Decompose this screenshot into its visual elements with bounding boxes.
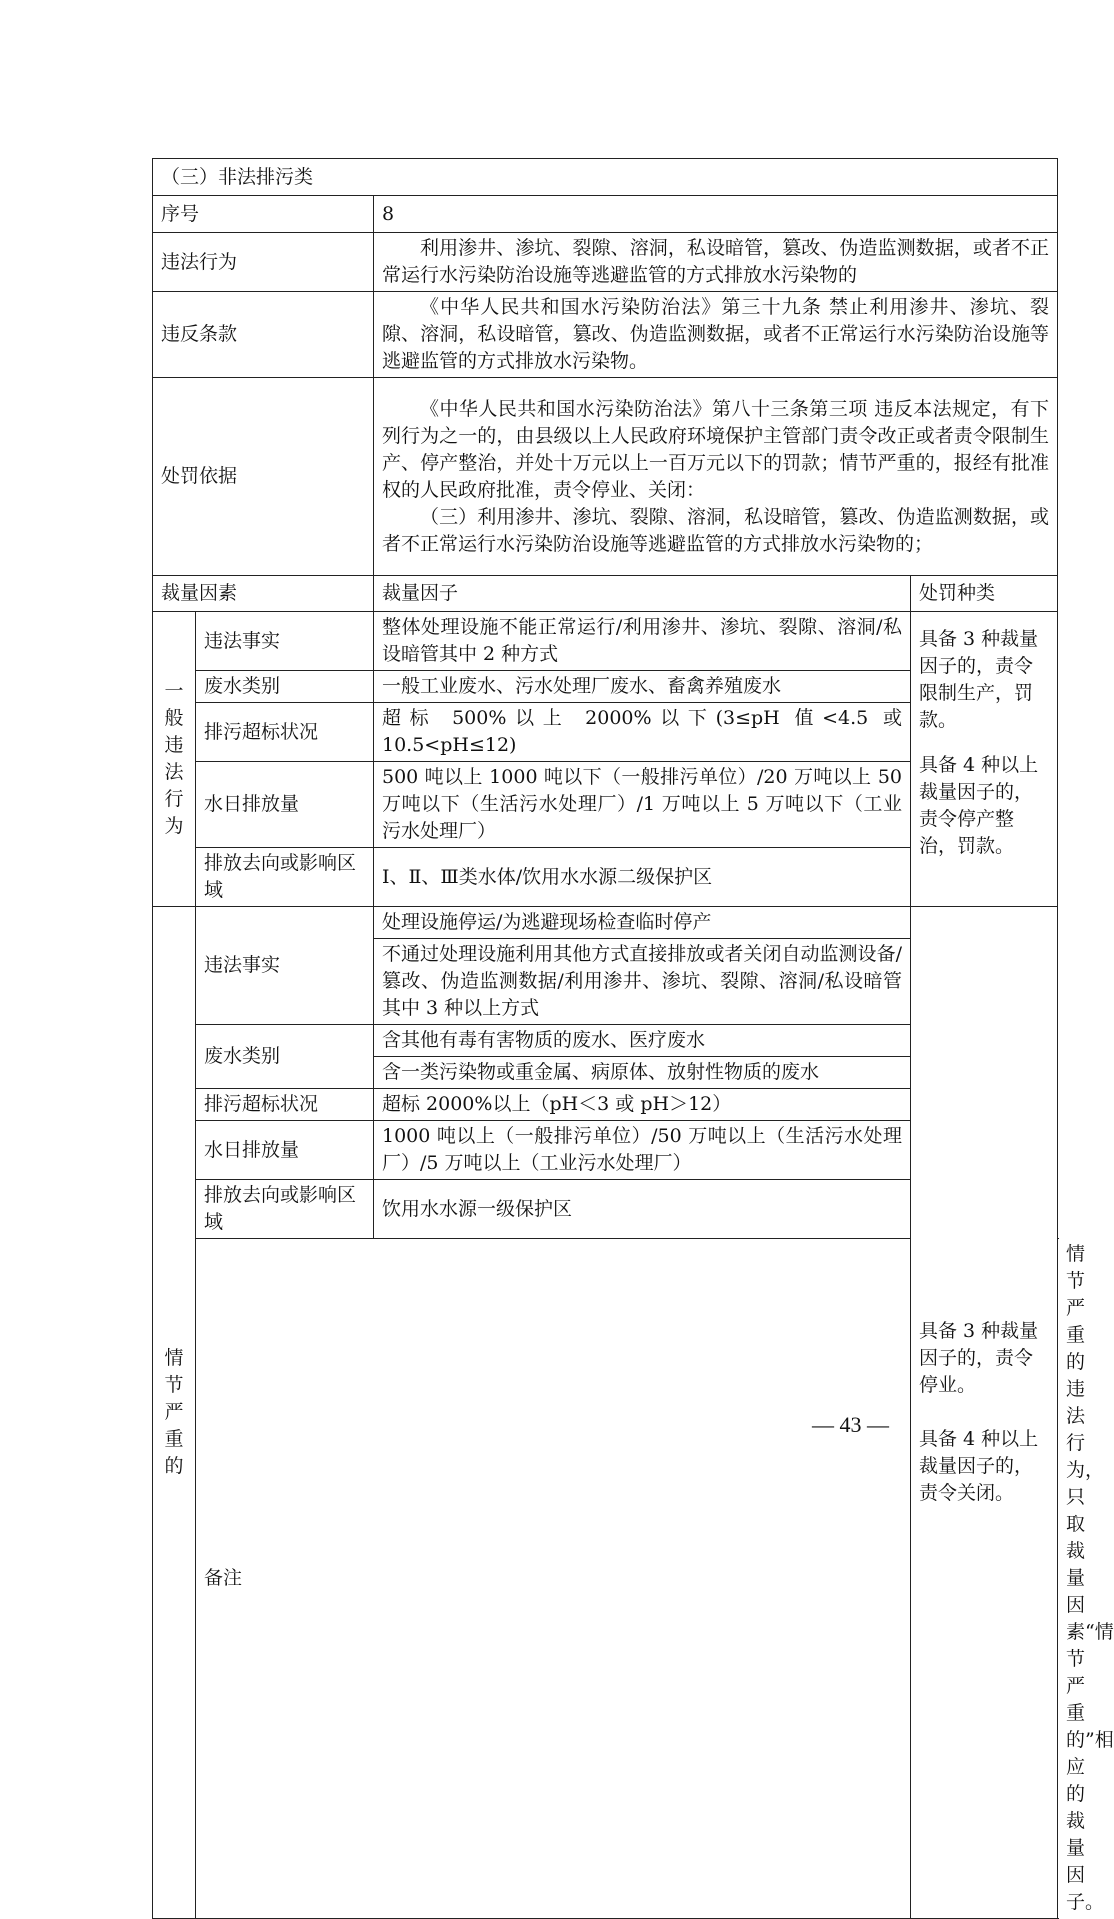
- general-volume-text: 500 吨以上 1000 吨以下（一般排污单位）/20 万吨以上 50 万吨以下（生活污水处理厂）/1 万吨以上 5 万吨以下（工业污水处理厂）: [374, 762, 911, 848]
- severe-group-label: 情 节 严 重 的: [153, 907, 196, 1919]
- header-criterion: 裁量因子: [374, 576, 911, 612]
- violated-clause-label: 违反条款: [153, 292, 374, 378]
- severe-water-type-text-1: 含其他有毒有害物质的废水、医疗废水: [374, 1025, 911, 1057]
- general-water-type-label: 废水类别: [196, 671, 374, 703]
- general-area-label: 排放去向或影响区域: [196, 848, 374, 907]
- general-exceed-label: 排污超标状况: [196, 703, 374, 762]
- general-fact-text: 整体处理设施不能正常运行/利用渗井、渗坑、裂隙、溶洞/私设暗管其中 2 种方式: [374, 612, 911, 671]
- severe-area-label: 排放去向或影响区域: [196, 1180, 374, 1239]
- severe-fact-text-2: 不通过处理设施利用其他方式直接排放或者关闭自动监测设备/篡改、伪造监测数据/利用渗井、渗坑、裂隙、溶洞/私设暗管其中 3 种以上方式: [374, 939, 911, 1025]
- general-water-type-text: 一般工业废水、污水处理厂废水、畜禽养殖废水: [374, 671, 911, 703]
- severe-volume-label: 水日排放量: [196, 1121, 374, 1180]
- section-title: （三）非法排污类: [153, 159, 1058, 196]
- header-penalty: 处罚种类: [911, 576, 1058, 612]
- severe-exceed-text: 超标 2000%以上（pH＜3 或 pH＞12）: [374, 1089, 911, 1121]
- severe-volume-text: 1000 吨以上（一般排污单位）/50 万吨以上（生活污水处理厂）/5 万吨以上（工业污水处理厂）: [374, 1121, 911, 1180]
- general-area-text: I、Ⅱ、Ⅲ类水体/饮用水水源二级保护区: [374, 848, 911, 907]
- severe-fact-label: 违法事实: [196, 907, 374, 1025]
- general-exceed-text: 超标 500%以上 2000%以下(3≤pH 值<4.5 或 10.5<pH≤12): [374, 703, 911, 762]
- illegal-act-label: 违法行为: [153, 233, 374, 292]
- severe-exceed-label: 排污超标状况: [196, 1089, 374, 1121]
- severe-water-type-text-2: 含一类污染物或重金属、病原体、放射性物质的废水: [374, 1057, 911, 1089]
- severe-penalty-2: 具备 4 种以上裁量因子的，责令关闭。: [919, 1428, 1039, 1504]
- general-group-label: 一 般 违 法 行 为: [153, 612, 196, 907]
- penalty-basis-text-2: （三）利用渗井、渗坑、裂隙、溶洞，私设暗管，篡改、伪造监测数据，或者不正常运行水污染防治设施等逃避监管的方式排放水污染物的；: [382, 505, 1050, 555]
- penalty-basis-cell: [374, 378, 1058, 576]
- illegal-act-text: 利用渗井、渗坑、裂隙、溶洞，私设暗管，篡改、伪造监测数据，或者不正常运行水污染防治设施等逃避监管的方式排放水污染物的: [374, 233, 1058, 292]
- remark-label: 备注: [196, 1239, 911, 1919]
- penalty-basis-label: 处罚依据: [153, 378, 374, 576]
- severe-water-type-label: 废水类别: [196, 1025, 374, 1089]
- severe-fact-text-1: 处理设施停运/为逃避现场检查临时停产: [374, 907, 911, 939]
- header-factor: 裁量因素: [153, 576, 374, 612]
- serial-value: 8: [374, 196, 1058, 233]
- severe-area-text: 饮用水水源一级保护区: [374, 1180, 911, 1239]
- general-penalty-2: 具备 4 种以上裁量因子的，责令停产整治，罚款。: [919, 754, 1039, 857]
- general-penalty: [911, 612, 1058, 907]
- penalty-basis-text-1: 《中华人民共和国水污染防治法》第八十三条第三项 违反本法规定，有下列行为之一的，由县级以上人民政府环境保护主管部门责令改正或者责令限制生产、停产整治，并处十万元以上一百万元以下的罚款；情节严重的，报经有批准权的人民政府批准，责令停业、关闭：: [382, 397, 1050, 501]
- page-number: — 43 —: [812, 1412, 889, 1437]
- violated-clause-text: 《中华人民共和国水污染防治法》第三十九条 禁止利用渗井、渗坑、裂隙、溶洞，私设暗管，篡改、伪造监测数据，或者不正常运行水污染防治设施等逃避监管的方式排放水污染物。: [374, 292, 1058, 378]
- general-penalty-1: 具备 3 种裁量因子的，责令限制生产，罚款。: [919, 628, 1039, 731]
- discretion-table: （三）非法排污类 序号 8 违法行为 利用渗井、渗坑、裂隙、溶洞，私设暗管，篡改、伪造监测数据，或者不正常运行水污染防治设施等逃避监管的方式排放水污染物的 违反条款 《中华人民共和国水污染防治法》第三十九条 禁止利用渗井、渗坑、裂隙、溶洞，私设暗管，篡改、伪造监测数据，或者不正常运行水污染防治设施等逃避监管的方式排放水污染物。 处罚依据 《中华人民共和国水污染防治法》第八十三条第三项 违反本法规定，有下列行为之一的，由县级以上人民政府环境保护主管部门责令改正或者责令限制生产、停产整治，并处十万元以上一百万元以下的罚款；情节严重的，报经有批准权的人民政府批准，责令停业、关闭： （三）利用渗井、渗坑、裂隙、溶洞，私设暗管，篡改、伪造监测数据，或者不正常运行水污染防治设施等逃避监管的方式排放水污染物的； 裁量因素 裁量因子 处罚种类 一 般 违 法 行 为 违法事实 整体处理设施不能正常运行/利用渗井、渗坑、裂隙、溶洞/私设暗管其中 2 种方式 具备 3 种裁量因子的，责令限制生产，罚款。 具备 4 种以上裁量因子的，责令停产整治，罚款。 废水类别 一般工业废水、污水处理厂废水、畜禽养殖废水 排污超标状况 超标 500%以上 2000%以下(3≤pH 值<4.5 或 10.5<pH≤12) 水日排放量 500 吨以上 1000 吨以下（一般排污单位）/20 万吨以上 50 万吨以下（生活污水处理厂）/1 万吨以上 5 万吨以下（工业污水处理厂） 排放去向或影响区域 I、Ⅱ、Ⅲ类水体/饮用水水源二级保护区 情 节 严 重 的 违法事实 处理设施停运/为逃避现场检查临时停产 具备 3 种裁量因子的，责令停业。 具备 4 种以上裁量因子的，责令关闭。 不通过处理设施利用其他方式直接排放或者关闭自动监测设备/篡改、伪造监测数据/利用渗井、渗坑、裂隙、溶洞/私设暗管其中 3 种以上方式 废水类别 含其他有毒有害物质的废水、医疗废水 含一类污染物或重金属、病原体、放射性物质的废水 排污超标状况 超标 2000%以上（pH＜3 或 pH＞12） 水日排放量 1000 吨以上（一般排污单位）/50 万吨以上（生活污水处理厂）/5 万吨以上（工业污水处理厂） 排放去向或影响区域 饮用水水源一级保护区 备注 情节严重的违法行为，只取裁量因素“情节严重的”相应的裁量因子。: [152, 158, 1058, 1919]
- general-fact-label: 违法事实: [196, 612, 374, 671]
- general-volume-label: 水日排放量: [196, 762, 374, 848]
- severe-penalty: [911, 907, 1058, 1919]
- severe-penalty-1: 具备 3 种裁量因子的，责令停业。: [919, 1320, 1039, 1396]
- serial-label: 序号: [153, 196, 374, 233]
